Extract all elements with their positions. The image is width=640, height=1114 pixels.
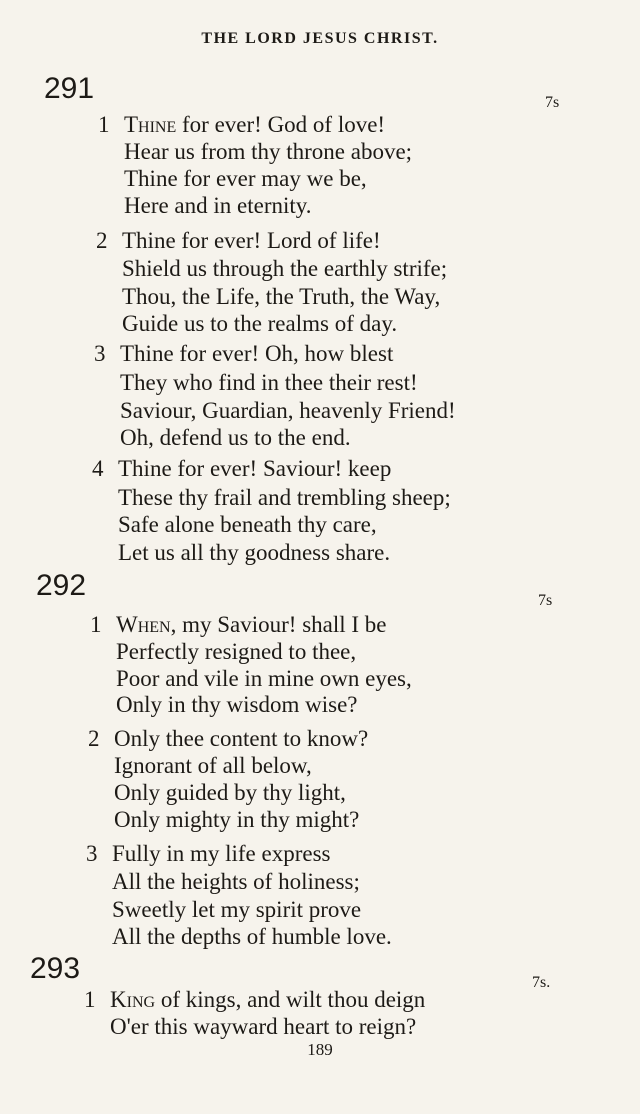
verse-line: Safe alone beneath thy care, xyxy=(118,512,377,537)
verse-number: 1 xyxy=(98,112,110,137)
verse-number: 2 xyxy=(96,228,108,253)
verse-number: 3 xyxy=(86,841,98,866)
verse-line: Perfectly resigned to thee, xyxy=(116,639,357,664)
verse-line-text: of kings, and wilt thou deign xyxy=(155,987,426,1012)
verse-line: Only in thy wisdom wise? xyxy=(116,692,358,717)
page-number: 189 xyxy=(307,1040,333,1059)
verse-number: 2 xyxy=(88,726,100,751)
verse-line: Let us all thy goodness share. xyxy=(118,540,391,565)
verse-line: Thine for ever may we be, xyxy=(124,166,367,191)
hymn-meter: 7s xyxy=(538,592,553,609)
hymn-number: 293 xyxy=(30,952,81,985)
verse-line: Thine for ever! Lord of life! xyxy=(122,228,381,253)
verse-line: Shield us through the earthly strife; xyxy=(122,256,448,281)
verse-line: Thine for ever! Oh, how blest xyxy=(120,341,394,366)
verse-first-word: When xyxy=(116,612,171,637)
verse-line: Thine for ever! Saviour! keep xyxy=(118,456,392,481)
verse-line-text: , my Saviour! shall I be xyxy=(170,612,387,637)
verse-line: Poor and vile in mine own eyes, xyxy=(116,666,412,691)
verse-number: 3 xyxy=(94,341,106,366)
verse-line: Thou, the Life, the Truth, the Way, xyxy=(122,284,441,309)
verse-line: Fully in my life express xyxy=(112,841,331,866)
verse-line: Hear us from thy throne above; xyxy=(124,139,413,164)
hymn-meter: 7s. xyxy=(532,974,551,991)
hymn-number: 292 xyxy=(36,569,87,602)
verse-number: 4 xyxy=(92,456,104,481)
verse-line: Guide us to the realms of day. xyxy=(122,311,398,336)
verse-line xyxy=(110,987,425,1013)
verse-line xyxy=(116,612,387,638)
verse-line: O'er this wayward heart to reign? xyxy=(110,1014,417,1039)
verse-line: Only mighty in thy might? xyxy=(114,807,360,832)
verse-line: Oh, defend us to the end. xyxy=(120,425,351,450)
verse-number: 1 xyxy=(84,987,96,1012)
running-head: THE LORD JESUS CHRIST. xyxy=(201,30,439,47)
hymn-meter: 7s xyxy=(545,94,560,111)
verse-line: They who find in thee their rest! xyxy=(120,370,418,395)
hymn-number: 291 xyxy=(44,72,95,105)
verse-line: Only thee content to know? xyxy=(114,726,369,751)
verse-line: Here and in eternity. xyxy=(124,193,312,218)
verse-line: Ignorant of all below, xyxy=(114,753,312,778)
verse-number: 1 xyxy=(90,612,102,637)
verse-line-text: for ever! God of love! xyxy=(176,112,386,137)
verse-line: All the heights of holiness; xyxy=(112,869,360,894)
verse-line: Sweetly let my spirit prove xyxy=(112,897,362,922)
verse-line: All the depths of humble love. xyxy=(112,924,392,949)
verse-line: Only guided by thy light, xyxy=(114,780,346,805)
verse-first-word: Thine xyxy=(124,112,177,137)
verse-first-word: King xyxy=(110,987,156,1012)
verse-line: These thy frail and trembling sheep; xyxy=(118,485,451,510)
verse-line xyxy=(124,112,385,138)
verse-line: Saviour, Guardian, heavenly Friend! xyxy=(120,398,456,423)
